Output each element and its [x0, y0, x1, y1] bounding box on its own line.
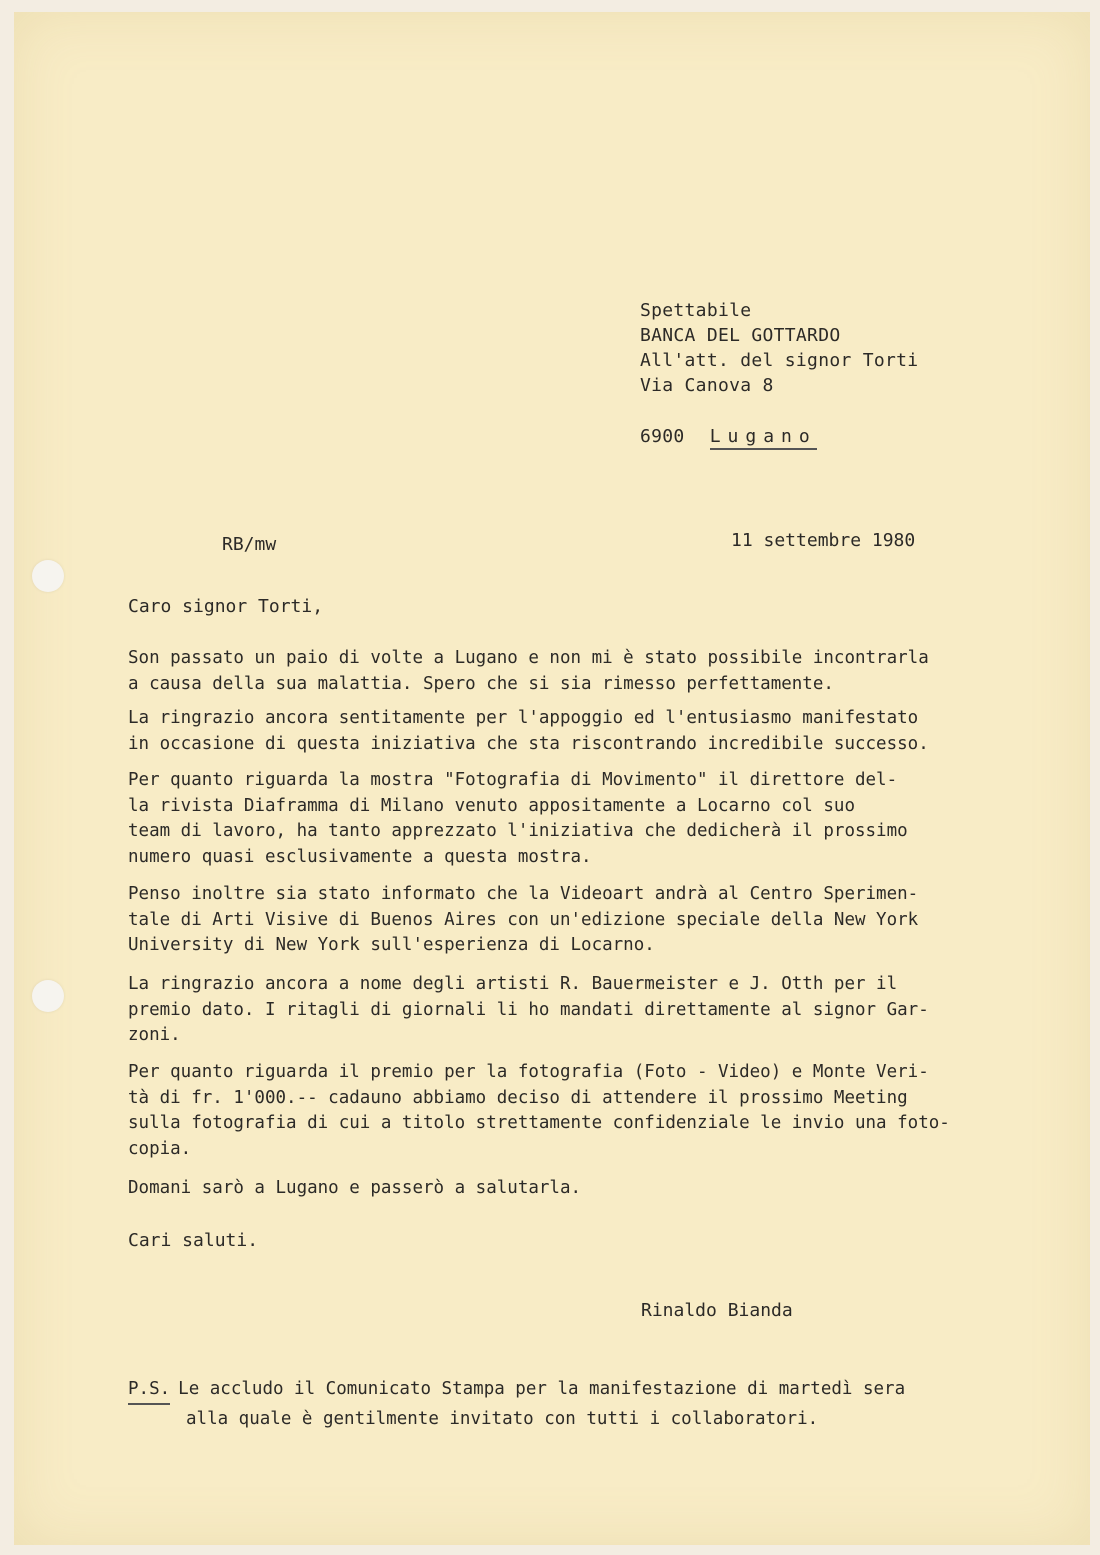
greeting: Caro signor Torti,	[128, 596, 324, 617]
signature: Rinaldo Bianda	[641, 1300, 793, 1321]
paragraph-line: tale di Arti Visive di Buenos Aires con un'edizione speciale della New York	[128, 909, 919, 930]
postscript	[128, 1375, 905, 1433]
paragraph-line: la rivista Diaframma di Milano venuto appositamente a Locarno col suo	[128, 795, 855, 816]
reference-initials: RB/mw	[222, 534, 277, 555]
recipient-city-line	[640, 424, 918, 449]
paragraph-line: numero quasi esclusivamente a questa mostra.	[128, 846, 592, 867]
punch-hole-bottom	[32, 980, 64, 1012]
paragraph	[128, 1176, 1008, 1202]
paragraph-line: La ringrazio ancora a nome degli artisti R. Bauermeister e J. Otth per il	[128, 974, 898, 994]
recipient-line: Spettabile	[640, 300, 752, 321]
paragraph-line: Penso inoltre sia stato informato che la Videoart andrà al Centro Sperimen-	[128, 884, 919, 904]
paragraph	[128, 972, 1008, 1049]
paragraph-line: copia.	[128, 1138, 192, 1159]
paragraph-line: sulla fotografia di cui a titolo strettamente confidenziale le invio una foto-	[128, 1113, 950, 1133]
paragraph-line: in occasione di questa iniziativa che sta riscontrando incredibile successo.	[128, 733, 929, 754]
postal-code: 6900	[640, 426, 685, 447]
city: Lugano	[710, 426, 817, 450]
paragraph-line: Son passato un paio di volte a Lugano e non mi è stato possibile incontrarla	[128, 648, 929, 668]
paragraph-line: Domani sarò a Lugano e passerò a salutarla.	[128, 1178, 582, 1198]
paragraph	[128, 706, 1008, 757]
postscript-line: Le accludo il Comunicato Stampa per la manifestazione di martedì sera	[178, 1379, 906, 1399]
recipient-line: All'att. del signor Torti	[640, 350, 919, 371]
recipient-line: Via Canova 8	[640, 375, 774, 396]
paragraph-line: premio dato. I ritagli di giornali li ho mandati direttamente al signor Gar-	[128, 999, 929, 1020]
recipient-address	[640, 298, 918, 449]
paragraph-line: University di New York sull'esperienza di Locarno.	[128, 935, 655, 955]
paragraph-line: zoni.	[128, 1025, 181, 1045]
paragraph-line: a causa della sua malattia. Spero che si sia rimesso perfettamente.	[128, 673, 834, 694]
paragraph	[128, 1060, 1008, 1162]
paragraph-line: team di lavoro, ha tanto apprezzato l'iniziativa che dedicherà il prossimo	[128, 821, 908, 841]
closing: Cari saluti.	[128, 1230, 259, 1251]
paragraph	[128, 646, 1008, 697]
paragraph-line: tà di fr. 1'000.-- cadauno abbiamo deciso di attendere il prossimo Meeting	[128, 1087, 908, 1108]
punch-hole-top	[32, 560, 64, 592]
postscript-label: P.S.	[128, 1375, 170, 1405]
paragraph-line: Per quanto riguarda il premio per la fotografia (Foto - Video) e Monte Veri-	[128, 1062, 929, 1082]
postscript-line: alla quale è gentilmente invitato con tutti i collaboratori.	[186, 1409, 819, 1429]
recipient-line: BANCA DEL GOTTARDO	[640, 325, 841, 346]
paragraph	[128, 882, 1008, 959]
paragraph	[128, 768, 1008, 870]
paragraph-line: Per quanto riguarda la mostra "Fotografia di Movimento" il direttore del-	[128, 770, 898, 790]
paragraph-line: La ringrazio ancora sentitamente per l'appoggio ed l'entusiasmo manifestato	[128, 708, 919, 728]
letter-date: 11 settembre 1980	[731, 530, 916, 551]
